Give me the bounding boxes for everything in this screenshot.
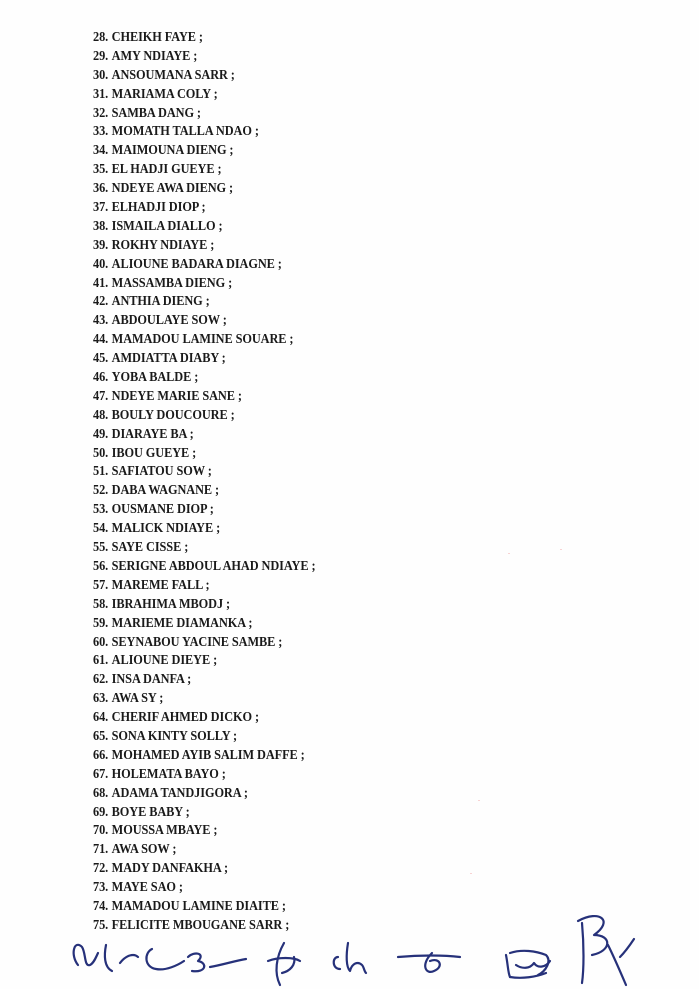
list-item — [93, 331, 316, 350]
list-item — [93, 123, 316, 142]
item-number: 58. — [93, 596, 109, 612]
list-item — [93, 105, 316, 124]
list-item — [93, 388, 316, 407]
item-number: 73. — [93, 880, 109, 896]
scan-speck — [560, 549, 562, 550]
item-name: CHERIF AHMED DICKO ; — [111, 710, 260, 726]
list-item — [93, 482, 316, 501]
list-item — [93, 180, 316, 199]
item-name: AWA SY ; — [111, 691, 164, 707]
item-name: ELHADJI DIOP ; — [111, 200, 206, 216]
item-number: 68. — [93, 785, 109, 801]
list-item — [93, 463, 316, 482]
list-item — [93, 804, 316, 823]
item-name: ALIOUNE BADARA DIAGNE ; — [111, 256, 282, 272]
list-item — [93, 690, 316, 709]
list-item — [93, 199, 316, 218]
list-item — [93, 709, 316, 728]
item-number: 54. — [93, 521, 109, 537]
item-name: SEYNABOU YACINE SAMBE ; — [111, 634, 283, 650]
item-number: 72. — [93, 861, 109, 877]
item-number: 46. — [93, 370, 109, 386]
item-number: 57. — [93, 577, 109, 593]
list-item — [93, 237, 316, 256]
list-item — [93, 652, 316, 671]
item-number: 56. — [93, 558, 109, 574]
item-number: 34. — [93, 143, 109, 159]
list-item — [93, 161, 316, 180]
item-name: IBRAHIMA MBODJ ; — [111, 596, 231, 612]
item-name: HOLEMATA BAYO ; — [111, 766, 226, 782]
item-name: AWA SOW ; — [111, 842, 177, 858]
item-number: 44. — [93, 332, 109, 348]
list-item — [93, 785, 316, 804]
item-name: MADY DANFAKHA ; — [111, 861, 229, 877]
list-item — [93, 520, 316, 539]
item-name: ANSOUMANA SARR ; — [111, 67, 235, 83]
item-name: SAYE CISSE ; — [111, 540, 189, 556]
item-number: 53. — [93, 502, 109, 518]
list-item — [93, 539, 316, 558]
list-item — [93, 671, 316, 690]
item-name: MARIAMA COLY ; — [111, 86, 218, 102]
item-number: 30. — [93, 67, 109, 83]
item-name: OUSMANE DIOP ; — [111, 502, 214, 518]
item-number: 40. — [93, 256, 109, 272]
item-name: ADAMA TANDJIGORA ; — [111, 785, 248, 801]
item-number: 75. — [93, 917, 109, 933]
item-name: INSA DANFA ; — [111, 672, 192, 688]
list-item — [93, 728, 316, 747]
item-name: BOYE BABY ; — [111, 804, 190, 820]
item-number: 42. — [93, 294, 109, 310]
item-name: ISMAILA DIALLO ; — [111, 218, 223, 234]
item-number: 69. — [93, 804, 109, 820]
item-name: ALIOUNE DIEYE ; — [111, 653, 218, 669]
list-item — [93, 350, 316, 369]
item-name: MAREME FALL ; — [111, 577, 210, 593]
list-item — [93, 822, 316, 841]
item-number: 71. — [93, 842, 109, 858]
item-name: AMDIATTA DIABY ; — [111, 351, 226, 367]
item-number: 74. — [93, 898, 109, 914]
list-item — [93, 747, 316, 766]
list-item — [93, 501, 316, 520]
item-number: 62. — [93, 672, 109, 688]
item-name: MAMADOU LAMINE SOUARE ; — [111, 332, 294, 348]
item-number: 64. — [93, 710, 109, 726]
item-name: MAYE SAO ; — [111, 880, 183, 896]
item-name: YOBA BALDE ; — [111, 370, 199, 386]
list-item — [93, 634, 316, 653]
item-name: NDEYE AWA DIENG ; — [111, 181, 234, 197]
item-number: 67. — [93, 766, 109, 782]
item-name: SAMBA DANG ; — [111, 105, 201, 121]
item-name: SERIGNE ABDOUL AHAD NDIAYE ; — [111, 558, 316, 574]
item-name: MALICK NDIAYE ; — [111, 521, 221, 537]
list-item — [93, 615, 316, 634]
list-item — [93, 558, 316, 577]
item-number: 55. — [93, 540, 109, 556]
name-list — [93, 29, 346, 936]
item-number: 39. — [93, 237, 109, 253]
item-number: 59. — [93, 615, 109, 631]
item-number: 52. — [93, 483, 109, 499]
scan-speck — [508, 553, 510, 554]
list-item — [93, 426, 316, 445]
item-number: 33. — [93, 124, 109, 140]
item-name: SAFIATOU SOW ; — [111, 464, 212, 480]
list-item — [93, 766, 316, 785]
item-name: BOULY DOUCOURE ; — [111, 407, 235, 423]
item-name: MOHAMED AYIB SALIM DAFFE ; — [111, 747, 305, 763]
item-name: MAIMOUNA DIENG ; — [111, 143, 234, 159]
list-item — [93, 369, 316, 388]
item-number: 45. — [93, 351, 109, 367]
signature-initials-icon — [60, 895, 660, 989]
item-number: 43. — [93, 313, 109, 329]
item-name: MARIEME DIAMANKA ; — [111, 615, 253, 631]
item-number: 63. — [93, 691, 109, 707]
item-name: DIARAYE BA ; — [111, 426, 194, 442]
list-item — [93, 841, 316, 860]
item-number: 35. — [93, 162, 109, 178]
list-item — [93, 142, 316, 161]
list-item — [93, 577, 316, 596]
list-item — [93, 86, 316, 105]
list-item — [93, 312, 316, 331]
item-number: 70. — [93, 823, 109, 839]
item-number: 37. — [93, 200, 109, 216]
item-name: ANTHIA DIENG ; — [111, 294, 210, 310]
item-name: ABDOULAYE SOW ; — [111, 313, 227, 329]
item-name: FELICITE MBOUGANE SARR ; — [111, 917, 290, 933]
item-number: 41. — [93, 275, 109, 291]
item-number: 36. — [93, 181, 109, 197]
item-number: 48. — [93, 407, 109, 423]
item-name: DABA WAGNANE ; — [111, 483, 220, 499]
list-item — [93, 218, 316, 237]
item-number: 38. — [93, 218, 109, 234]
item-name: SONA KINTY SOLLY ; — [111, 728, 238, 744]
list-item — [93, 860, 316, 879]
scan-speck — [470, 873, 472, 874]
list-item — [93, 48, 316, 67]
item-name: MAMADOU LAMINE DIAITE ; — [111, 898, 286, 914]
list-item — [93, 407, 316, 426]
list-item — [93, 67, 316, 86]
item-number: 65. — [93, 728, 109, 744]
list-item — [93, 256, 316, 275]
item-number: 51. — [93, 464, 109, 480]
item-name: ROKHY NDIAYE ; — [111, 237, 215, 253]
item-number: 60. — [93, 634, 109, 650]
list-item — [93, 29, 316, 48]
item-number: 61. — [93, 653, 109, 669]
item-number: 66. — [93, 747, 109, 763]
item-number: 31. — [93, 86, 109, 102]
item-name: CHEIKH FAYE ; — [111, 30, 203, 45]
item-name: EL HADJI GUEYE ; — [111, 162, 222, 178]
item-number: 49. — [93, 426, 109, 442]
list-item — [93, 293, 316, 312]
item-number: 47. — [93, 388, 109, 404]
scan-speck — [478, 800, 480, 801]
item-number: 29. — [93, 48, 109, 64]
item-name: AMY NDIAYE ; — [111, 48, 198, 64]
item-name: MOUSSA MBAYE ; — [111, 823, 218, 839]
item-name: MOMATH TALLA NDAO ; — [111, 124, 259, 140]
item-name: MASSAMBA DIENG ; — [111, 275, 233, 291]
list-item — [93, 445, 316, 464]
item-number: 50. — [93, 445, 109, 461]
item-number: 28. — [93, 30, 109, 45]
list-item — [93, 275, 316, 294]
item-name: NDEYE MARIE SANE ; — [111, 388, 242, 404]
list-item — [93, 596, 316, 615]
item-number: 32. — [93, 105, 109, 121]
item-name: IBOU GUEYE ; — [111, 445, 197, 461]
